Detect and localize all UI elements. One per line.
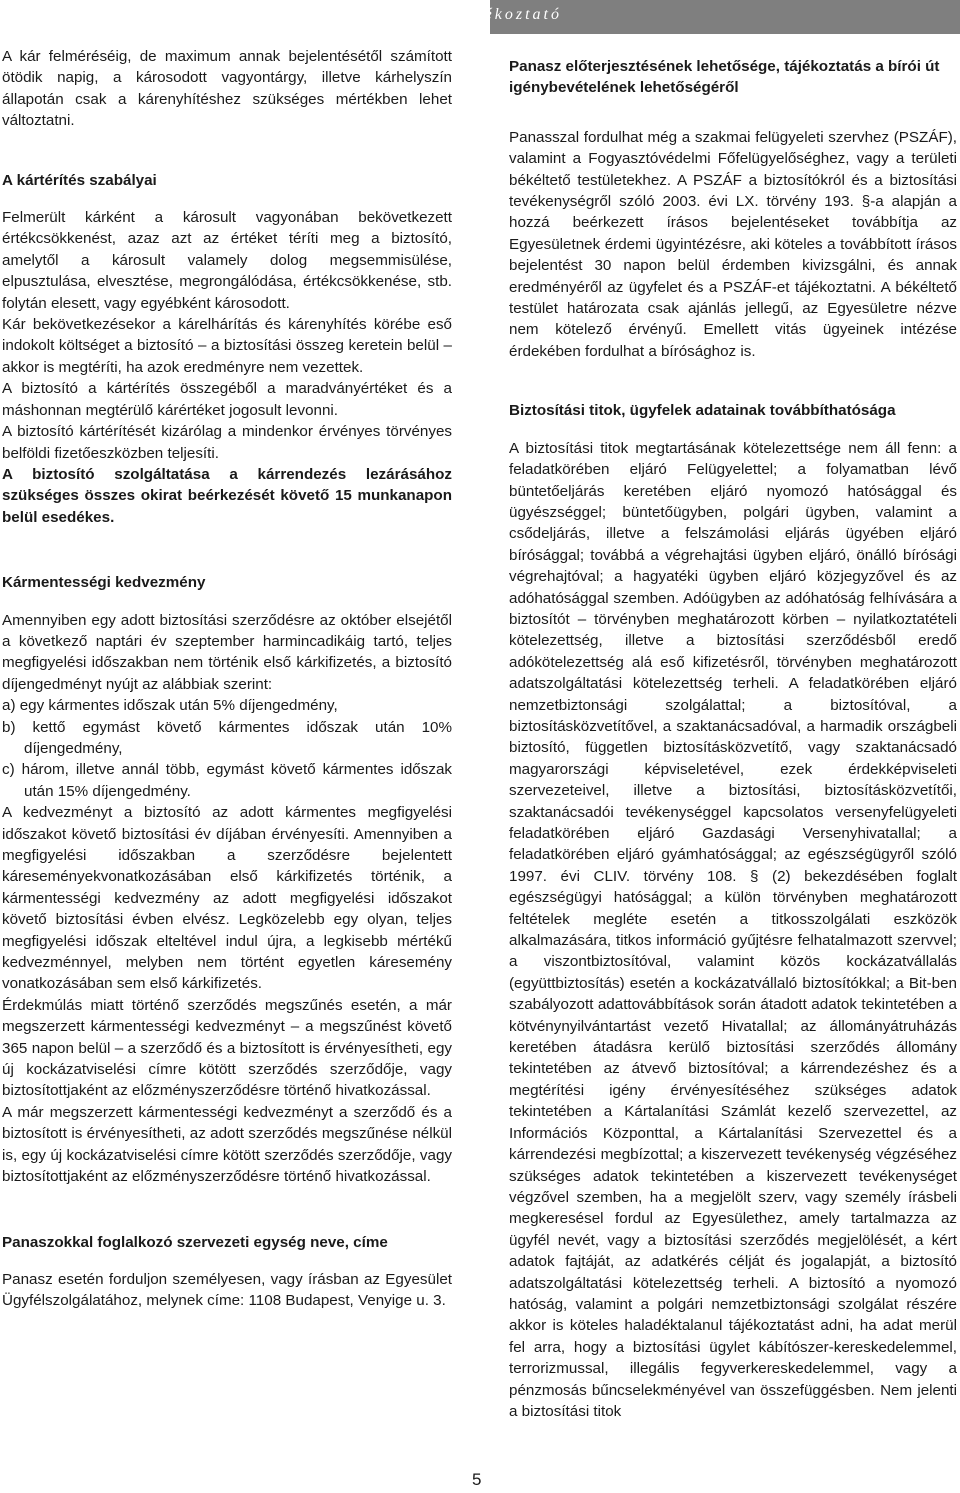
paragraph: Panasszal fordulhat még a szakmai felügyeleti szervhez (PSZÁF), valamint a Fogyasztóvédelmi Főfelügyelőséghez, vagy a területi békéltető testületekhez. A PSZÁF a biztosítókról és a biztosítási tevékenységről szóló 2003. évi LX. törvény 193. §-a alapján a hozzá beérkezett írásos bejelentéseket továbbítja az Egyesületnek érdemi ügyintézésre, aki köteles a továbbított írásos bejelentést 30 napon belül érdemben kivizsgálni, és annak eredményéről az ügyfelet és a PSZÁF-et tájékoztatni. A békéltető testület határozata csak ajánlás jellegű, az Egyesületre nézve nem kötelező érvényű. Emellett vitás ügyeinek intézése érdekében fordulhat a bírósághoz is. <box>509 128 957 360</box>
paragraph: Érdekmúlás miatt történő szerződés megszűnés esetén, a már megszerzett kármentességi kedvezményt – a megszűnést követő 365 napon belül – a szerződő és a biztosított is érvényesítheti, egy új kockázatviselési címre kötött szerződés szerződője, vagy biztosítottjaként az előzményszerződésre történő hivatkozással. <box>2 996 452 1100</box>
section-heading: Panaszokkal foglalkozó szervezeti egység neve, címe <box>2 1233 388 1251</box>
paragraph-emphasis: A biztosító szolgáltatása a kárrendezés lezárásához szükséges összes okirat beérkezését követő 15 munkanapon belül esedékes. <box>2 465 452 526</box>
right-column <box>509 46 957 1422</box>
paragraph: A biztosító kártérítését kizárólag a mindenkor érvényes törvényes belföldi fizetőeszközben teljesíti. <box>2 423 452 462</box>
paragraph: A kedvezményt a biztosító az adott kármentes megfigyelési időszakot követő biztosítási év díjában érvényesíti. Amennyiben a megfigyelési időszakban a szerződésre bejelentett káreseményekvonatkozásában első kárkifizetés történik, a kármentességi kedvezmény az adott megfigyelési időszakot követő biztosítási évben elvész. Legközelebb egy olyan, teljes megfigyelési időszak elteltével indul újra, a legkisebb mértékű kedvezménnyel, melyben nem történt egyetlen káresemény vonatkozásában sem első kárkifizetés. <box>2 804 452 993</box>
list-item: c) három, illetve annál több, egymást követő kármentes időszak után 15% díjengedmény. <box>2 761 452 800</box>
paragraph: Felmerült kárként a károsult vagyonában bekövetkezett értékcsökkenést, azaz azt az értéket téríti meg a biztosító, amelytől a károsult valamely dolog megsemmisülése, elpusztulása, elvesztése, megrongálódása, értékcsökkenése, stb. folytán elesett, vagy egyébként károsodott. <box>2 209 452 312</box>
page-header-bar <box>398 0 960 34</box>
list-item: a) egy kármentes időszak után 5% díjengedmény, <box>2 697 338 715</box>
left-column <box>2 46 452 1312</box>
paragraph: A már megszerzett kármentességi kedvezményt a szerződő és a biztosított is érvényesítheti, az adott szerződés megszűnése nélkül is, egy új kockázatviselési címre kötött szerződés szerződője, vagy biztosítottjaként az előzményszerződésre történő hivatkozással. <box>2 1103 452 1186</box>
list-item: b) kettő egymást követő kármentes időszak után 10% díjengedmény, <box>2 718 452 757</box>
paragraph: Kár bekövetkezésekor a kárelhárítás és kárenyhítés körébe eső indokolt költséget a biztosító – a biztosítási összeg keretein belül – akkor is megtéríti, ha azok eredményre nem vezettek. <box>2 316 452 376</box>
section-heading: Biztosítási titok, ügyfelek adatainak továbbíthatósága <box>509 402 896 420</box>
paragraph: A kár felméréséig, de maximum annak bejelentésétől számított ötödik napig, a károsodott vagyontárgy, illetve kárhelyszín állapotán csak a kárenyhítéshez szükséges mértékben lehet változtatni. <box>2 48 452 130</box>
section-heading: Kármentességi kedvezmény <box>2 574 206 592</box>
paragraph: Amennyiben egy adott biztosítási szerződésre az október elsejétől a következő naptári év szeptember harmincadikáig tartó, teljes megfigyelési időszakban nem történik első kárkifizetés, a biztosító díjengedményt nyújt az alábbiak szerint: <box>2 611 452 693</box>
paragraph: Panasz esetén forduljon személyesen, vagy írásban az Egyesület Ügyfélszolgálatához, melynek címe: 1108 Budapest, Venyige u. 3. <box>2 1270 452 1310</box>
page-number: 5 <box>472 1470 482 1489</box>
paragraph: A biztosító a kártérítés összegéből a maradványértéket és a máshonnan megtérülő kárértéket jogosult levonni. <box>2 380 452 419</box>
section-heading: Panasz előterjesztésének lehetősége, tájékoztatás a bírói út igénybevételének lehetőségéről <box>509 58 940 97</box>
page-header-title: Ügyféltájékoztató <box>398 6 562 23</box>
section-heading: A kártérítés szabályai <box>2 171 157 189</box>
paragraph: A biztosítási titok megtartásának kötelezettsége nem áll fenn: a feladatkörében eljáró Felügyelettel; a folyamatban lévő büntetőeljárás keretében eljáró nyomozó hatósággal és ügyészséggel; büntetőügyben, polgári ügyben, valamint a csődeljárás, illetve a felszámolási eljárás ügyében eljáró bírósággal; továbbá a végrehajtási ügyben eljáró, önálló bírósági végrehajtóval; a hagyatéki ügyben eljáró közjegyzővel és az adóhatósággal szemben. Adóügyben az adóhatóság felhívására a biztosítót – törvényben meghatározott körben – nyilatkoztatételi kötelezettség, illetve a biztosítási szerződésből eredő adókötelezettség alá eső kifizetésről, törvényben meghatározott adatszolgáltatási kötelezettség terheli. A feladatkörében eljáró nemzetbiztonsági szolgálattal; a biztosítóval, a biztosításközvetítővel, a szaktanácsadóval, a harmadik országbeli biztosító, független biztosításközvetítő, vagy szaktanácsadó magyarországi képviseletével, ezek érdekképviseleti szervezeteivel, illetve a biztosítási, biztosításközvetítői, szaktanácsadói tevékenységgel kapcsolatos versenyfelügyeleti feladatkörében eljáró Gazdasági Versenyhivatallal; a feladatkörében eljáró gyámhatósággal; az egészségügyről szóló 1997. évi CLIV. törvény 108. § (2) bekezdésében foglalt egészségügyi hatósággal; a külön törvényben meghatározott feltételek megléte esetén a titkosszolgálati eszközök alkalmazására, titkos információ gyűjtésre felhatalmazott szervvel; a viszontbiztosítóval, valamint közös kockázatvállalás (együttbiztosítás) esetén a kockázatvállaló biztosítókkal; a Bit-ben szabályozott adattovábbítások során átadott adatok tekintetében a kötvénynyilvántartást vezető Hivatallal; az állományátruházás keretében átadásra kerülő biztosítási szerződés állomány tekintetében az átvevő biztosítóval; a kárrendezéshez és a megtérítési igény érvényesítéséhez szükséges adatok tekintetében a Kártalanítási Számlát kezelő szervezettel, az Információs Központtal, a Kártalanítási Szervezettel és a kárrendezési megbízottal; a kiszervezett tevékenység végzéséhez szükséges adatok tekintetében a kiszervezett tevékenységet végzővel szemben, ha a megjelölt szerv, vagy személy írásbeli megkeresésel fordul az Egyesülethez, amely tartalmazza az ügyfél nevét, vagy a biztosítási szerződés megjelölését, a kért adatok fajtáját, az adatkérés célját és jogalapját, a biztosító adatszolgáltatási kötelezettség terheli. A biztosító a nyomozó hatóság, valamint a polgári nemzetbiztonsági szolgálat részére akkor is köteles haladéktalanul tájékoztatást adni, ha adat merül fel arra, hogy a biztosítási ügylet kábítószer-kereskedelemmel, terrorizmussal, illegális fegyverkereskedelemmel, vagy a pénzmosás bűncselekményével van összefüggésben. Nem jelenti a biztosítási titok <box>509 439 957 1420</box>
